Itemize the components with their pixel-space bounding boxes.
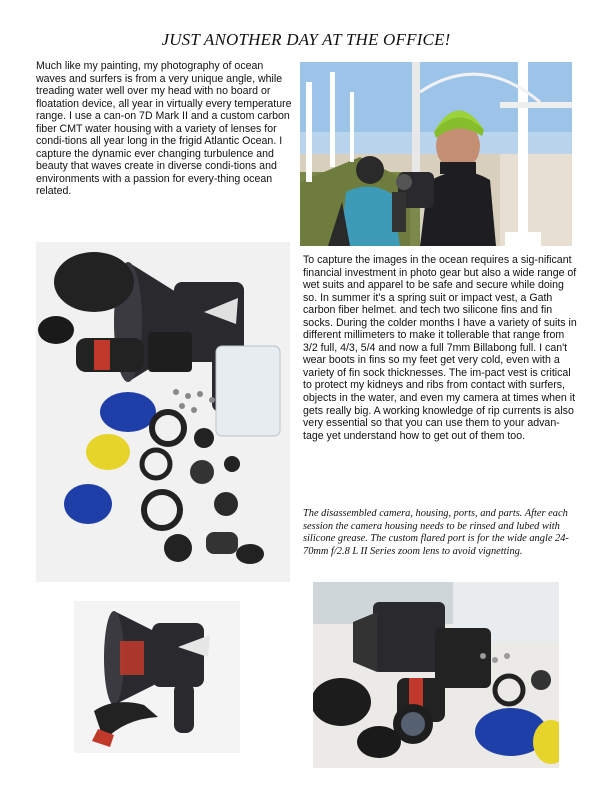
- disassembled-gear-photo: [36, 242, 290, 582]
- housing-closeup-photo: [313, 582, 559, 768]
- photo-caption: The disassembled camera, housing, ports, and parts. After each session the camera housing needs to be rinsed and lubed with silicone grease. The custom flared port is for the wide angle 24-70mm f/2.8 L II Series zoom lens to avoid vignetting.: [303, 508, 569, 557]
- gear-paragraph: To capture the images in the ocean requires a sig-nificant financial investment in photo gear but also a wide range of wet suits and apparel to be safe and secure while doing so. In summer it's a spring suit or impact vest, a Gath carbon fiber helmet. and tech two silicone fins and fin socks. During the colder months I have a variety of suits in different millimeters to make it tollerable that range from 3/2 full, 4/3, 5/4 and now a full 7mm Billabong full. I can't wear boots in fins so my feet get very cold, even with a variety of fin sock thicknesses. The im-pact vest is critical to protect my kidneys and ribs from contact with surfers, objects in the water, and even my camera at times when it gets really big. A working knowledge of rip currents is also very essential so that you can use them to your advan-tage yet understand how to get out of them too.: [303, 254, 577, 442]
- intro-paragraph: Much like my painting, my photography of ocean waves and surfers is from a very unique angle, while treading water well over my head with no board or floatation device, all year in virtually every temperature range. I use a can-on 7D Mark II and a custom carbon fiber CMT water housing with a variety of lenses for condi-tions all year long in the frigid Atlantic Ocean. I capture the dynamic ever changing turbulence and beauty that waves create in diverse condi-tions and environments with a passion for every-thing ocean related.: [36, 60, 292, 198]
- page-title: JUST ANOTHER DAY AT THE OFFICE!: [161, 30, 451, 49]
- housing-grip-photo: [74, 601, 240, 753]
- boardwalk-photo: [300, 62, 572, 246]
